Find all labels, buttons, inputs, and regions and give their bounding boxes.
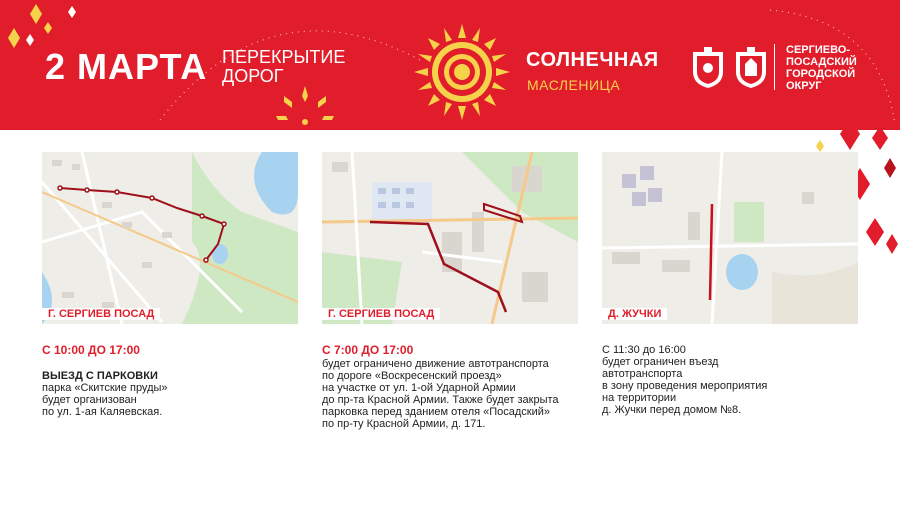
festival-title: СОЛНЕЧНАЯ [526, 49, 659, 71]
region-emblem-icon [690, 46, 726, 90]
map-sergiev-posad-center [322, 152, 578, 324]
section-1-time: С 10:00 ДО 17:00 [42, 343, 140, 357]
section-2-location: Г. СЕРГИЕВ ПОСАД [322, 306, 578, 320]
section-2-body: будет ограничено движение автотранспорта по дороге «Воскресенский проезд» на участке от ул. 1-ой Ударной Армии до пр-та Красной Армии. Также будет закрыта парковка перед зданием отеля «Посадский» по пр-ту Красной Армии, д. 171. [322, 358, 559, 430]
sun-ornament-icon [412, 22, 512, 122]
section-1-heading: ВЫЕЗД С ПАРКОВКИ [42, 370, 158, 382]
map-zhuchki [602, 152, 858, 324]
section-1-body: парка «Скитские пруды» будет организован по ул. 1-ая Каляевская. [42, 382, 168, 418]
map-sergiev-posad-parking [42, 152, 298, 324]
section-3-time: С 11:30 до 16:00 [602, 344, 686, 356]
section-3 [602, 344, 872, 416]
section-3-location: Д. ЖУЧКИ [602, 306, 858, 320]
section-1-location: Г. СЕРГИЕВ ПОСАД [42, 306, 298, 320]
section-2-time: С 7:00 ДО 17:00 [322, 343, 414, 357]
header-banner [0, 0, 900, 130]
section-1 [42, 344, 312, 418]
festival-subtitle: МАСЛЕНИЦА [527, 77, 621, 93]
page-subtitle: ПЕРЕКРЫТИЕ ДОРОГ [222, 47, 346, 86]
section-3-body: будет ограничен въезд автотранспорта в зону проведения мероприятия на территории д. Жучки перед домом №8. [602, 356, 768, 416]
district-name: СЕРГИЕВО- ПОСАДСКИЙ ГОРОДСКОЙ ОКРУГ [786, 44, 857, 92]
firework-ornament-icon [270, 82, 340, 130]
section-2 [322, 344, 592, 430]
event-date: 2 МАРТА [45, 46, 208, 87]
dotted-arc-ornament-icon [760, 0, 900, 130]
